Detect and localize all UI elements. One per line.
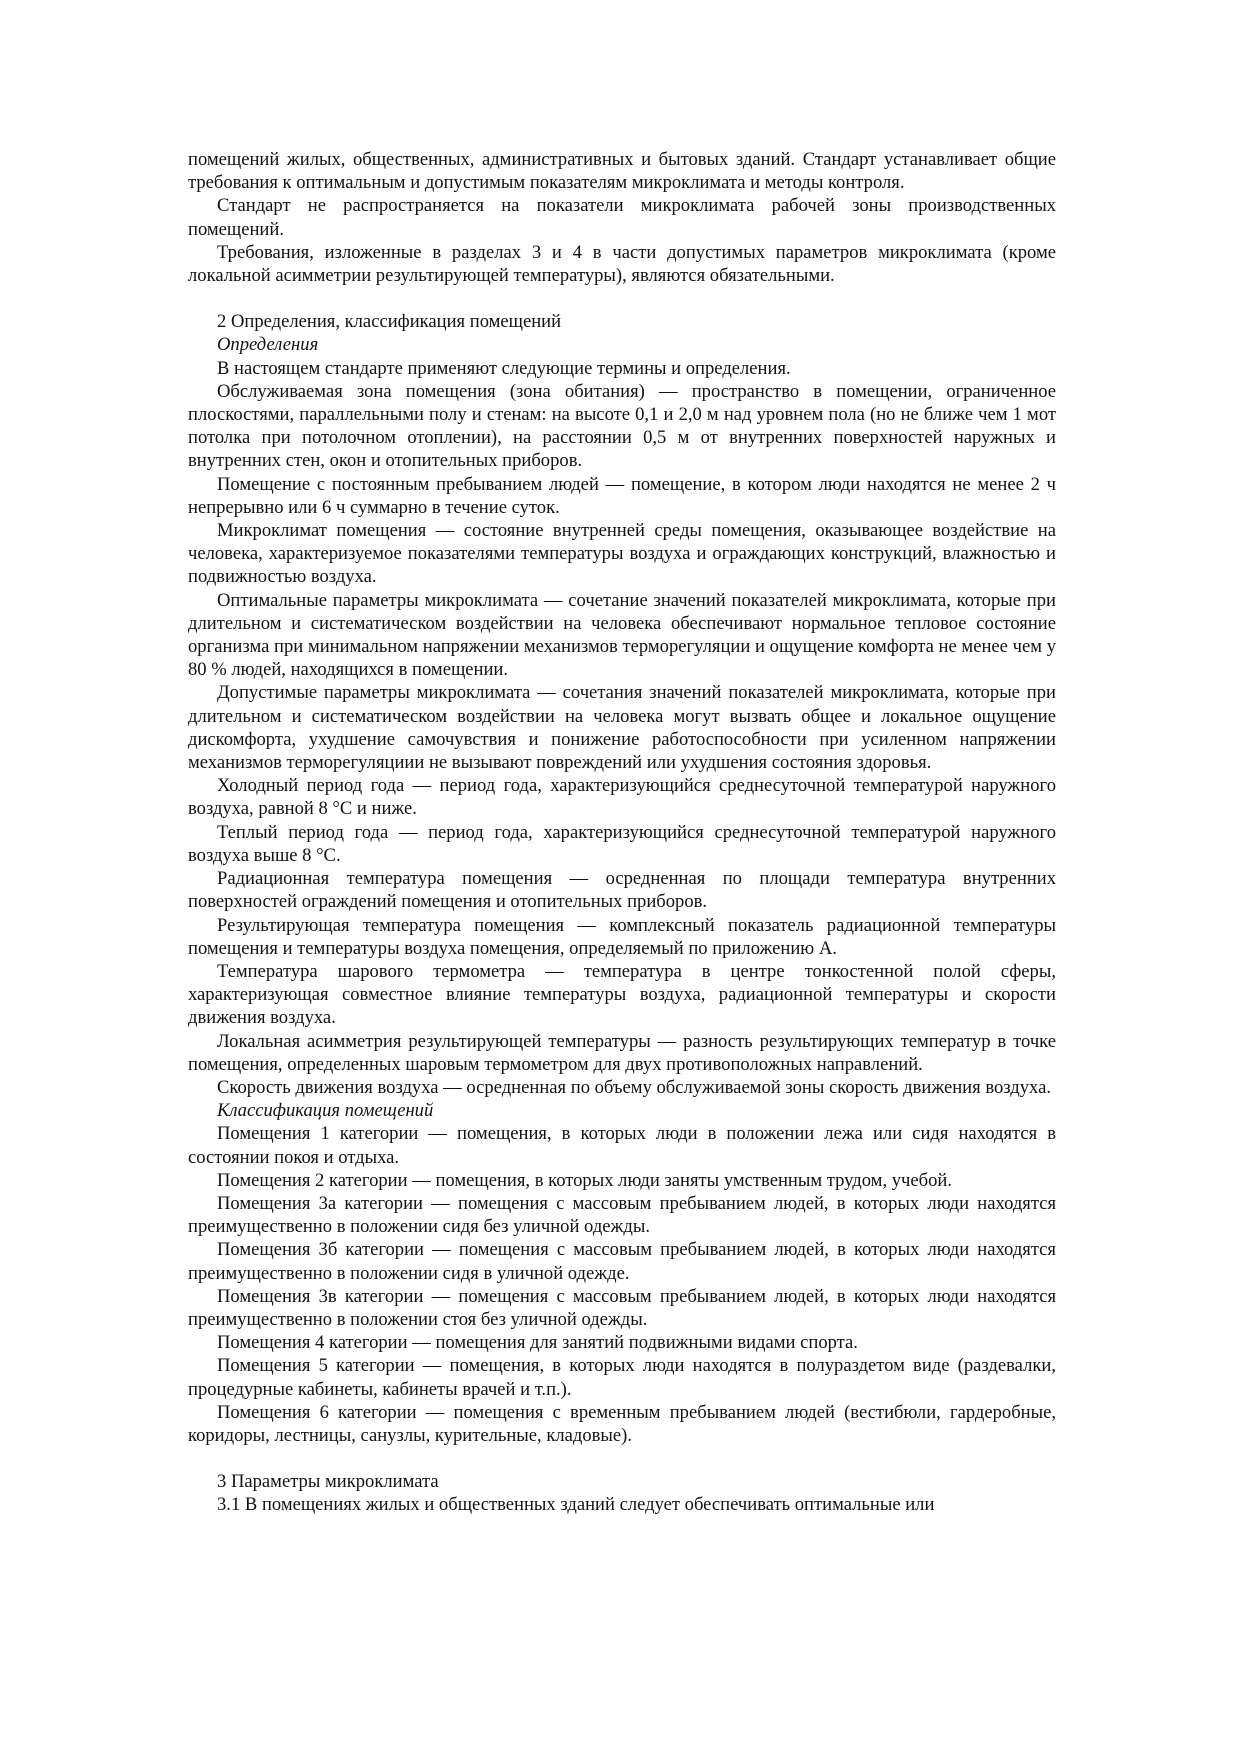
- paragraph: Температура шарового термометра — температура в центре тонкостенной полой сферы, характеризующая совместное влияние температуры воздуха, радиационной температуры и скорости движения воздуха.: [188, 960, 1056, 1029]
- paragraph: 3 Параметры микроклимата: [217, 1471, 439, 1493]
- paragraph: В настоящем стандарте применяют следующие термины и определения.: [217, 357, 791, 379]
- paragraph: помещений жилых, общественных, административных и бытовых зданий. Стандарт устанавливает общие требования к оптимальным и допустимым показателям микроклимата и методы контроля.: [188, 149, 1056, 194]
- paragraph: Микроклимат помещения — состояние внутренней среды помещения, оказывающее воздействие на человека, характеризуемое показателями температуры воздуха и ограждающих конструкций, влажностью и подвижностью воздуха.: [188, 520, 1056, 588]
- paragraph: Помещения 3б категории — помещения с массовым пребыванием людей, в которых люди находятся преимущественно в положении сидя в уличной одежде.: [188, 1239, 1056, 1284]
- paragraph: Обслуживаемая зона помещения (зона обитания) — пространство в помещении, ограниченное плоскостями, параллельными полу и стенам: на высоте 0,1 и 2,0 м над уровнем пола (но не ближе чем 1 мот потолка при потолочном отоплении), на расстоянии 0,5 м от внутренних поверхностей наружных и внутренних стен, окон и отопительных приборов.: [188, 380, 1056, 472]
- paragraph: 2 Определения, классификация помещений: [217, 311, 562, 333]
- paragraph: Стандарт не распространяется на показатели микроклимата рабочей зоны производственных помещений.: [188, 195, 1056, 240]
- paragraph: Помещения 6 категории — помещения с временным пребыванием людей (вестибюли, гардеробные, коридоры, лестницы, санузлы, курительные, кладовые).: [188, 1401, 1056, 1446]
- paragraph: Холодный период года — период года, характеризующийся среднесуточной температурой наружного воздуха, равной 8 °С и ниже.: [188, 775, 1056, 820]
- subheading: Определения: [217, 334, 319, 356]
- paragraph: Помещение с постоянным пребыванием людей — помещение, в котором люди находятся не менее 2 ч непрерывно или 6 ч суммарно в течение суток.: [188, 473, 1056, 518]
- paragraph-spacer: [188, 287, 1056, 310]
- paragraph: Результирующая температура помещения — комплексный показатель радиационной температуры помещения и температуры воздуха помещения, определяемый по приложению А.: [188, 914, 1056, 959]
- paragraph: Теплый период года — период года, характеризующийся среднесуточной температурой наружного воздуха выше 8 °С.: [188, 821, 1056, 866]
- paragraph: Локальная асимметрия результирующей температуры — разность результирующих температур в точке помещения, определенных шаровым термометром для двух противоположных направлений.: [188, 1030, 1056, 1075]
- paragraph: Помещения 3в категории — помещения с массовым пребыванием людей, в которых люди находятся преимущественно в положении стоя без уличной одежды.: [188, 1285, 1056, 1330]
- paragraph: Помещения 4 категории — помещения для занятий подвижными видами спорта.: [217, 1332, 858, 1354]
- paragraph: Допустимые параметры микроклимата — сочетания значений показателей микроклимата, которые при длительном и систематическом воздействии на человека могут вызвать общее и локальное ощущение дискомфорта, ухудшение самочувствия и понижение работоспособности при усиленном напряжении механизмов терморегуляциии не вызывают повреждений или ухудшения состояния здоровья.: [188, 682, 1056, 774]
- paragraph: 3.1 В помещениях жилых и общественных зданий следует обеспечивать оптимальные или: [217, 1494, 935, 1516]
- paragraph: Помещения 1 категории — помещения, в которых люди в положении лежа или сидя находятся в состоянии покоя и отдыха.: [188, 1123, 1056, 1168]
- paragraph: Оптимальные параметры микроклимата — сочетание значений показателей микроклимата, которые при длительном и систематическом воздействии на человека обеспечивают нормальное тепловое состояние организма при минимальном напряжении механизмов терморегуляции и ощущение комфорта не менее чем у 80 % людей, находящихся в помещении.: [188, 589, 1056, 681]
- paragraph: Помещения 3а категории — помещения с массовым пребыванием людей, в которых люди находятся преимущественно в положении сидя без уличной одежды.: [188, 1192, 1056, 1238]
- subheading: Классификация помещений: [217, 1100, 434, 1122]
- document-page: [188, 148, 1056, 1517]
- paragraph: Скорость движения воздуха — осредненная по объему обслуживаемой зоны скорость движения воздуха.: [217, 1076, 1051, 1098]
- paragraph: Помещения 2 категории — помещения, в которых люди заняты умственным трудом, учебой.: [217, 1169, 953, 1191]
- paragraph: Требования, изложенные в разделах 3 и 4 в части допустимых параметров микроклимата (кроме локальной асимметрии результирующей температуры), являются обязательными.: [188, 241, 1056, 287]
- paragraph: Радиационная температура помещения — осредненная по площади температура внутренних поверхностей ограждений помещения и отопительных приборов.: [188, 868, 1056, 913]
- paragraph: Помещения 5 категории — помещения, в которых люди находятся в полураздетом виде (раздевалки, процедурные кабинеты, кабинеты врачей и т.п.).: [188, 1355, 1056, 1400]
- paragraph-spacer: [188, 1447, 1056, 1470]
